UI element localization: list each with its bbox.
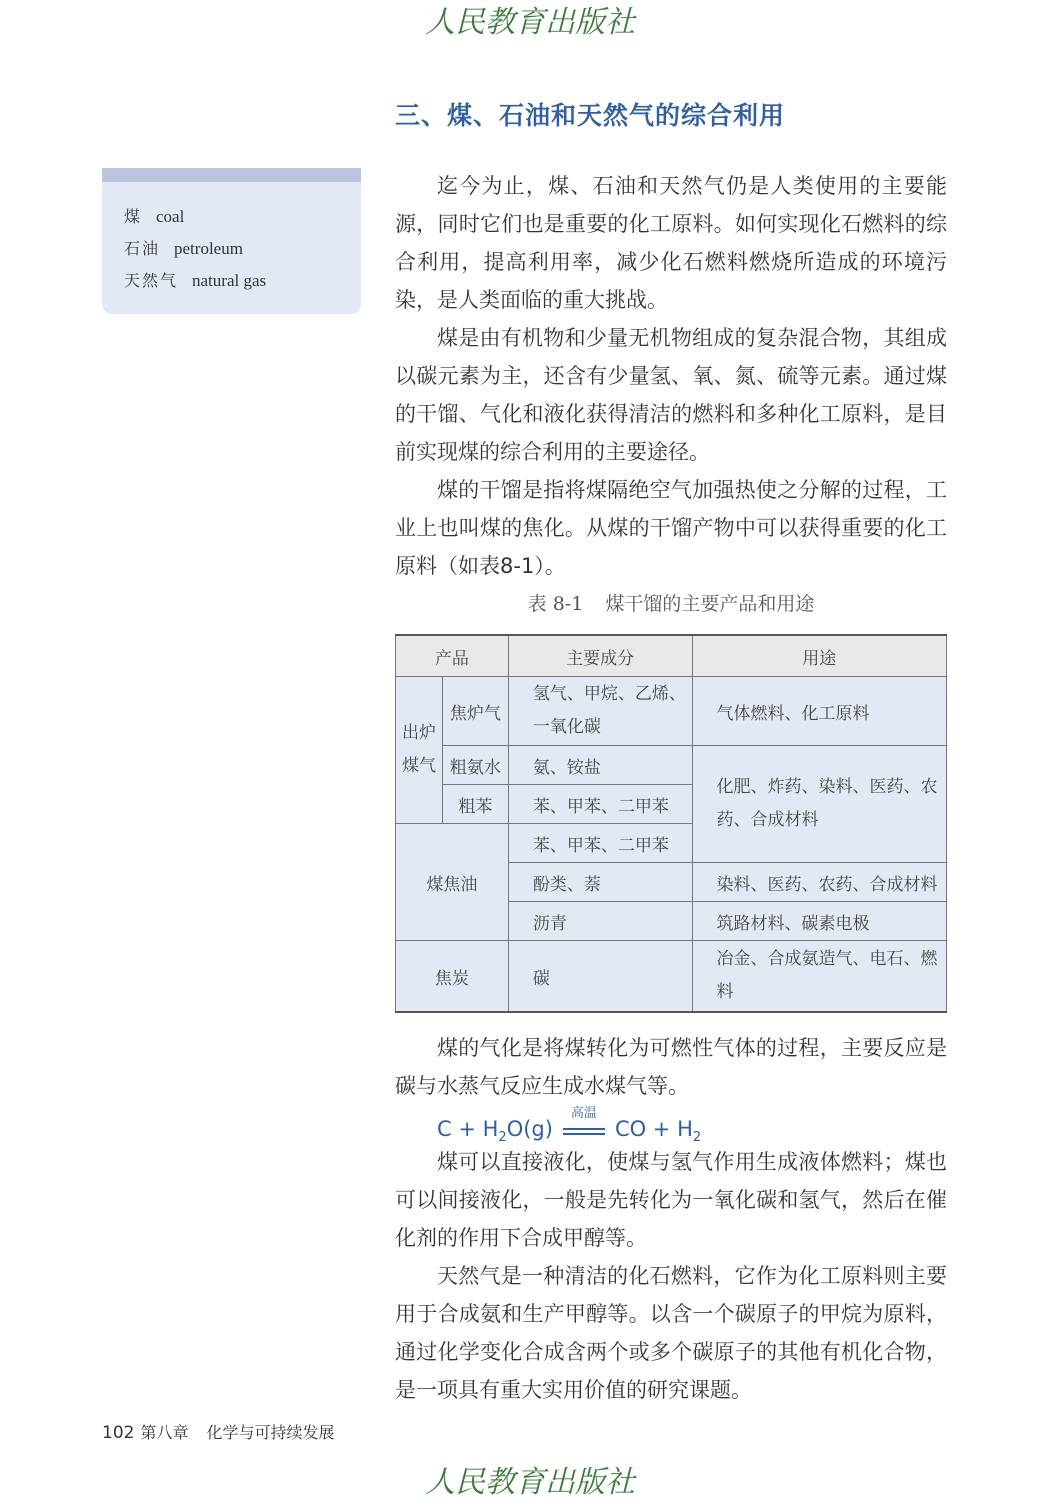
table-row — [396, 677, 947, 746]
paragraph-natural-gas: 天然气是一种清洁的化石燃料，它作为化工原料则主要用于合成氨和生产甲醇等。以含一个碳原子的甲烷为原料，通过化学变化合成含两个或多个碳原子的其他有机化合物，是一项具有重大实用价值的研究课题。 — [395, 1264, 947, 1402]
header-component: 主要成分 — [508, 635, 692, 677]
page-footer — [102, 1420, 334, 1443]
paragraph-coal-composition: 煤是由有机物和少量无机物组成的复杂混合物，其组成以碳元素为主，还含有少量氢、氧、氮、硫等元素。通过煤的干馏、气化和液化获得清洁的燃料和多种化工原料，是目前实现煤的综合利用的主要途径。 — [395, 326, 947, 464]
section-title: 三、煤、石油和天然气的综合利用 — [395, 101, 786, 130]
table-row — [396, 746, 947, 785]
coal-products-table — [395, 634, 947, 1013]
cell-use: 化肥、炸药、染料、医药、农药、合成材料 — [692, 746, 947, 863]
chapter-title: 化学与可持续发展 — [206, 1423, 335, 1442]
table-number: 表 8-1 — [527, 593, 584, 615]
cell-use: 冶金、合成氨造气、电石、燃料 — [692, 941, 947, 1013]
cell-component: 沥青 — [508, 902, 692, 941]
reaction-equals-sign — [561, 1106, 607, 1140]
cell-use: 气体燃料、化工原料 — [692, 677, 947, 746]
header-use: 用途 — [692, 635, 947, 677]
cell-component: 苯、甲苯、二甲苯 — [508, 785, 692, 824]
table-header-row — [396, 635, 947, 677]
paragraph-coal-liquefaction: 煤可以直接液化，使煤与氢气作用生成液体燃料；煤也可以间接液化，一般是先转化为一氧化碳和氢气，然后在催化剂的作用下合成甲醇等。 — [395, 1150, 947, 1250]
cell-use: 筑路材料、碳素电极 — [692, 902, 947, 941]
cell-component: 氨、铵盐 — [508, 746, 692, 785]
cell-product: 焦炉气 — [442, 677, 508, 746]
cell-product: 焦炭 — [396, 941, 509, 1013]
paragraph-coal-carbonization: 煤的干馏是指将煤隔绝空气加强热使之分解的过程，工业上也叫煤的焦化。从煤的干馏产物中可以获得重要的化工原料（如表8-1）。 — [395, 478, 947, 578]
publisher-logo-bottom — [380, 1460, 680, 1504]
cell-product: 粗氨水 — [442, 746, 508, 785]
cell-component: 碳 — [508, 941, 692, 1013]
paragraph-intro: 迄今为止，煤、石油和天然气仍是人类使用的主要能源，同时它们也是重要的化工原料。如何实现化石燃料的综合利用，提高利用率，减少化石燃料燃烧所造成的环境污染，是人类面临的重大挑战。 — [395, 174, 947, 312]
header-product: 产品 — [396, 635, 509, 677]
table-title: 煤干馏的主要产品和用途 — [605, 593, 815, 615]
cell-component: 苯、甲苯、二甲苯 — [508, 824, 692, 863]
group-coal-tar: 煤焦油 — [396, 824, 509, 941]
chemical-equation: $C + H_2O(g)$ 高温 CO + $H_2$ — [437, 1117, 701, 1145]
publisher-logo-text: 人民教育出版社 — [425, 1465, 635, 1500]
sidebar-header-bar — [102, 168, 361, 182]
chapter-label: 第八章 — [140, 1423, 189, 1442]
table-caption — [395, 589, 947, 616]
vocab-item-petroleum: 石油 petroleum — [124, 239, 243, 258]
page-number: 102 — [102, 1423, 135, 1443]
group-furnace-gas: 出炉煤气 — [396, 677, 443, 824]
cell-component: 氢气、甲烷、乙烯、一氧化碳 — [508, 677, 692, 746]
cell-product: 粗苯 — [442, 785, 508, 824]
vocabulary-sidebar — [102, 168, 361, 314]
cell-component: 酚类、萘 — [508, 863, 692, 902]
table-row — [396, 941, 947, 1013]
reaction-condition: 高温 — [570, 1106, 597, 1121]
publisher-logo-text: 人民教育出版社 — [425, 5, 635, 40]
vocab-item-coal: 煤 coal — [124, 207, 185, 226]
cell-use: 染料、医药、农药、合成材料 — [692, 863, 947, 902]
publisher-logo-top — [380, 0, 680, 44]
vocab-item-natural-gas: 天然气 natural gas — [124, 271, 267, 290]
paragraph-coal-gasification: 煤的气化是将煤转化为可燃性气体的过程，主要反应是碳与水蒸气反应生成水煤气等。 — [395, 1036, 947, 1098]
